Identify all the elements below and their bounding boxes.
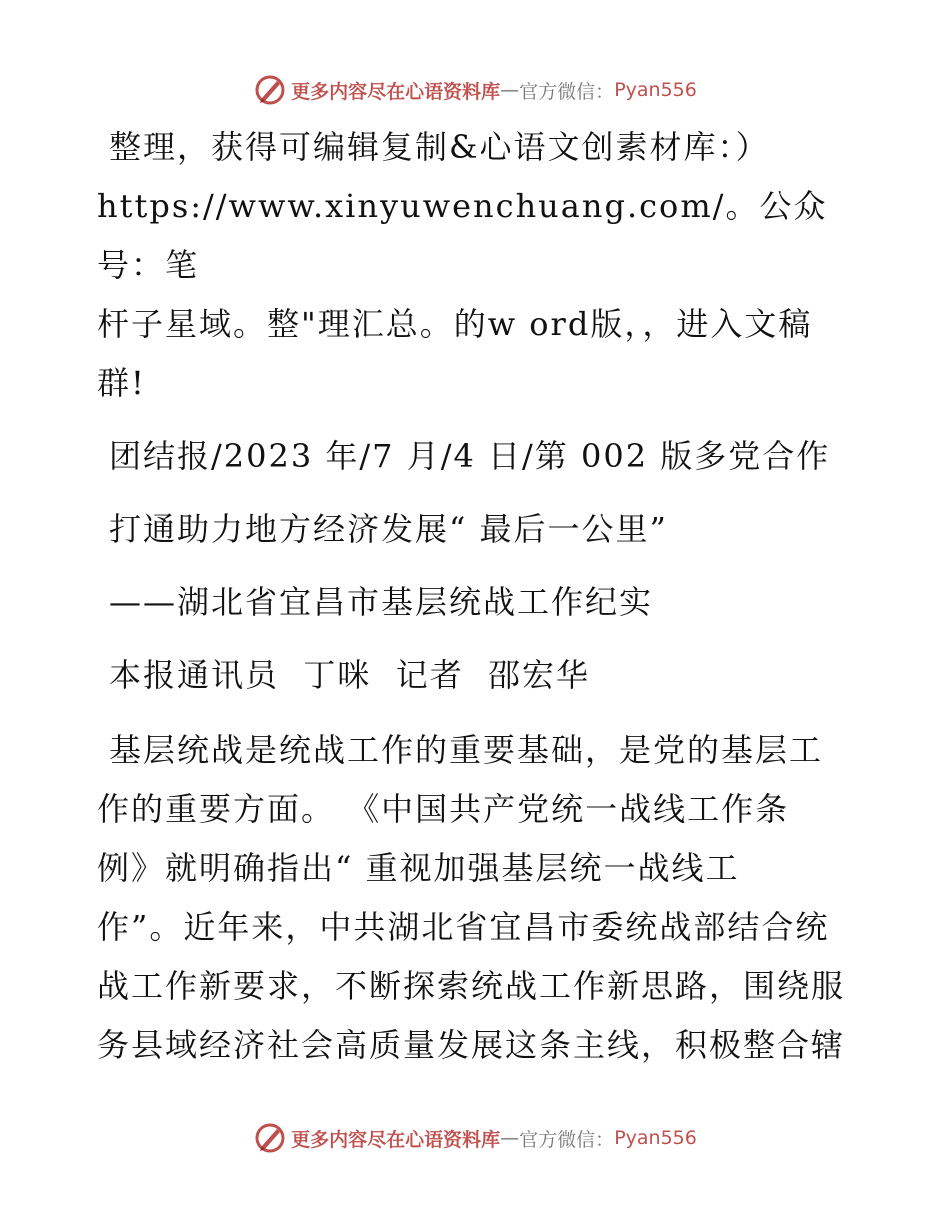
intro-line: 整理，获得可编辑复制&心语文创素材库：） (109, 128, 770, 166)
article-paragraph (97, 721, 857, 1075)
intro-line: https://www.xinyuwenchuang.com/。公众号：笔 (97, 187, 828, 284)
watermark-wechat-id: Pyan556 (614, 1127, 697, 1149)
article-line: 例》就明确指出“ 重视加强基层统一战线工 (97, 849, 740, 887)
watermark-wechat-label: 官方微信： (519, 80, 615, 103)
article-line: 战工作新要求，不断探索统战工作新思路，围绕服 (97, 967, 846, 1005)
article-line: 作的重要方面。 《中国共产党统一战线工作条 (97, 790, 790, 828)
article-line: 基层统战是统战工作的重要基础，是党的基层工 (109, 731, 824, 769)
intro-line: 群! (97, 364, 146, 402)
watermark-main-text: 更多内容尽在心语资料库 (291, 80, 501, 103)
watermark-header (0, 70, 950, 110)
intro-line: 杆子星域。整"理汇总。的w ord版，，进入文稿 (97, 305, 813, 343)
article-line: 作”。近年来，中共湖北省宜昌市委统战部结合统 (97, 908, 830, 946)
article-line: 务县域经济社会高质量发展这条主线，积极整合辖 (97, 1026, 846, 1064)
brush-pen-logo-icon (253, 1121, 287, 1155)
watermark-footer (0, 1118, 950, 1158)
watermark-separator: — (500, 79, 520, 101)
intro-paragraph (97, 118, 857, 413)
document-body (97, 118, 857, 1075)
watermark-wechat-label: 官方微信： (519, 1128, 615, 1151)
article-byline: 本报通讯员 丁咪 记者 邵宏华 (109, 656, 591, 694)
article-subheadline: ——湖北省宜昌市基层统战工作纪实 (109, 583, 654, 621)
watermark-main-text: 更多内容尽在心语资料库 (291, 1128, 501, 1151)
watermark-wechat-id: Pyan556 (614, 79, 697, 101)
brush-pen-logo-icon (253, 73, 287, 107)
watermark-separator: — (500, 1127, 520, 1149)
article-headline: 打通助力地方经济发展“ 最后一公里” (109, 510, 668, 548)
source-line: 团结报/2023 年/7 月/4 日/第 002 版多党合作 (109, 437, 831, 475)
